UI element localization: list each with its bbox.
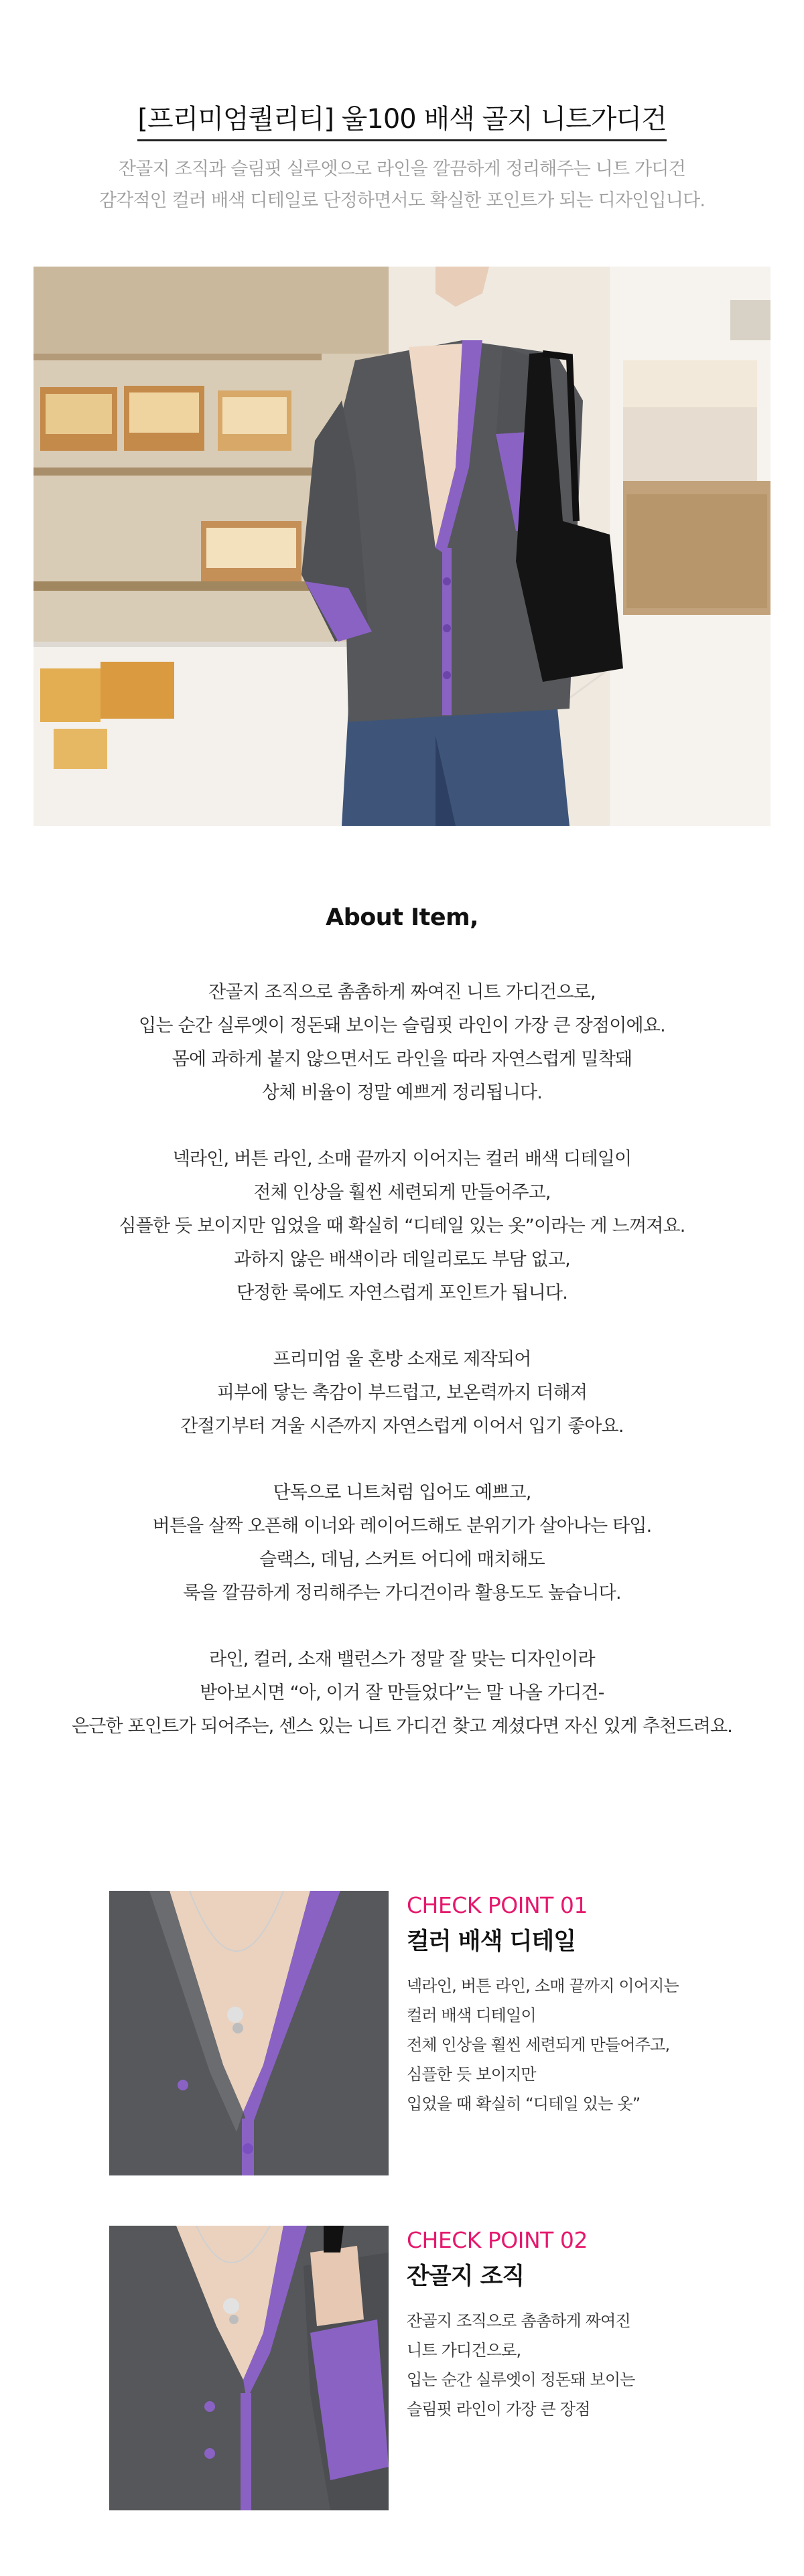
about-line: 라인, 컬러, 소재 밸런스가 정말 잘 맞는 디자인이라 [209, 1649, 595, 1670]
check-point-desc-line: 컬러 배색 디테일이 [407, 2006, 536, 2025]
about-line: 심플한 듯 보이지만 입었을 때 확실히 “디테일 있는 옷”이라는 게 느껴져요. [119, 1216, 685, 1236]
about-line: 은근한 포인트가 되어주는, 센스 있는 니트 가디건 찾고 계셨다면 자신 있게 추천드려요. [71, 1716, 733, 1737]
subtitle-line: 잔골지 조직과 슬림핏 실루엣으로 라인을 깔끔하게 정리해주는 니트 가디건 [118, 159, 685, 180]
check-point-desc-line: 심플한 듯 보이지만 [407, 2065, 536, 2084]
about-line: 받아보시면 “아, 이거 잘 만들었다”는 말 나올 가디건- [200, 1683, 604, 1703]
about-paragraph [0, 1143, 804, 1310]
about-line: 과하지 않은 배색이라 데일리로도 부담 없고, [234, 1249, 570, 1270]
about-title: About Item, [326, 904, 478, 931]
product-subtitle [0, 153, 804, 216]
check-point-label: CHECK POINT 02 [407, 2227, 588, 2253]
about-line: 룩을 깔끔하게 정리해주는 가디건이라 활용도도 높습니다. [183, 1583, 621, 1603]
check-point-desc-line: 니트 가디건으로, [407, 2341, 521, 2360]
check-point-02-text [407, 2226, 712, 2424]
about-line: 피부에 닿는 촉감이 부드럽고, 보온력까지 더해져 [216, 1382, 588, 1403]
check-point-02-photo [109, 2226, 389, 2510]
check-point-desc [407, 2306, 712, 2424]
about-line: 간절기부터 겨울 시즌까지 자연스럽게 이어서 입기 좋아요. [180, 1416, 624, 1437]
about-line: 상체 비율이 정말 예쁘게 정리됩니다. [261, 1082, 543, 1103]
check-point-desc-line: 입었을 때 확실히 “디테일 있는 옷” [407, 2094, 641, 2113]
check-point-desc-line: 전체 인상을 훨씬 세련되게 만들어주고, [407, 2035, 670, 2054]
check-point-desc-line: 슬림핏 라인이 가장 큰 장점 [407, 2400, 590, 2419]
check-point-02 [109, 2226, 712, 2510]
about-line: 넥라인, 버튼 라인, 소매 끝까지 이어지는 컬러 배색 디테일이 [172, 1149, 632, 1169]
about-line: 전체 인상을 훨씬 세련되게 만들어주고, [253, 1182, 551, 1203]
check-point-title: 잔골지 조직 [407, 2263, 525, 2290]
about-section [0, 901, 804, 1776]
subtitle-line: 감각적인 컬러 배색 디테일로 단정하면서도 확실한 포인트가 되는 디자인입니다. [98, 190, 706, 211]
about-line: 몸에 과하게 붙지 않으면서도 라인을 따라 자연스럽게 밀착돼 [172, 1049, 632, 1070]
hero-photo [34, 267, 770, 826]
check-point-title: 컬러 배색 디테일 [407, 1928, 576, 1955]
check-point-desc [407, 1971, 712, 2119]
check-point-desc-line: 넥라인, 버튼 라인, 소매 끝까지 이어지는 [407, 1977, 679, 1995]
about-line: 버튼을 살짝 오픈해 이너와 레이어드해도 분위기가 살아나는 타입. [152, 1516, 652, 1536]
about-line: 잔골지 조직으로 촘촘하게 짜여진 니트 가디건으로, [208, 982, 596, 1003]
check-point-01 [109, 1891, 712, 2175]
about-line: 단독으로 니트처럼 입어도 예쁘고, [273, 1482, 531, 1503]
about-line: 입는 순간 실루엣이 정돈돼 보이는 슬림핏 라인이 가장 큰 장점이에요. [139, 1015, 665, 1036]
check-point-01-text [407, 1891, 712, 2119]
about-paragraph [0, 1343, 804, 1443]
about-line: 프리미엄 울 혼방 소재로 제작되어 [273, 1349, 531, 1370]
product-title: [프리미엄퀄리티] 울100 배색 골지 니트가디건 [137, 100, 666, 141]
about-paragraph [0, 1643, 804, 1743]
product-header [0, 100, 804, 216]
about-paragraph [0, 976, 804, 1110]
check-point-desc-line: 입는 순간 실루엣이 정돈돼 보이는 [407, 2370, 635, 2389]
about-paragraph [0, 1476, 804, 1610]
about-line: 슬랙스, 데님, 스커트 어디에 매치해도 [259, 1549, 545, 1570]
check-point-desc-line: 잔골지 조직으로 촘촘하게 짜여진 [407, 2311, 630, 2330]
about-line: 단정한 룩에도 자연스럽게 포인트가 됩니다. [237, 1283, 567, 1303]
about-body [0, 976, 804, 1743]
check-point-label: CHECK POINT 01 [407, 1892, 588, 1918]
check-point-01-photo [109, 1891, 389, 2175]
